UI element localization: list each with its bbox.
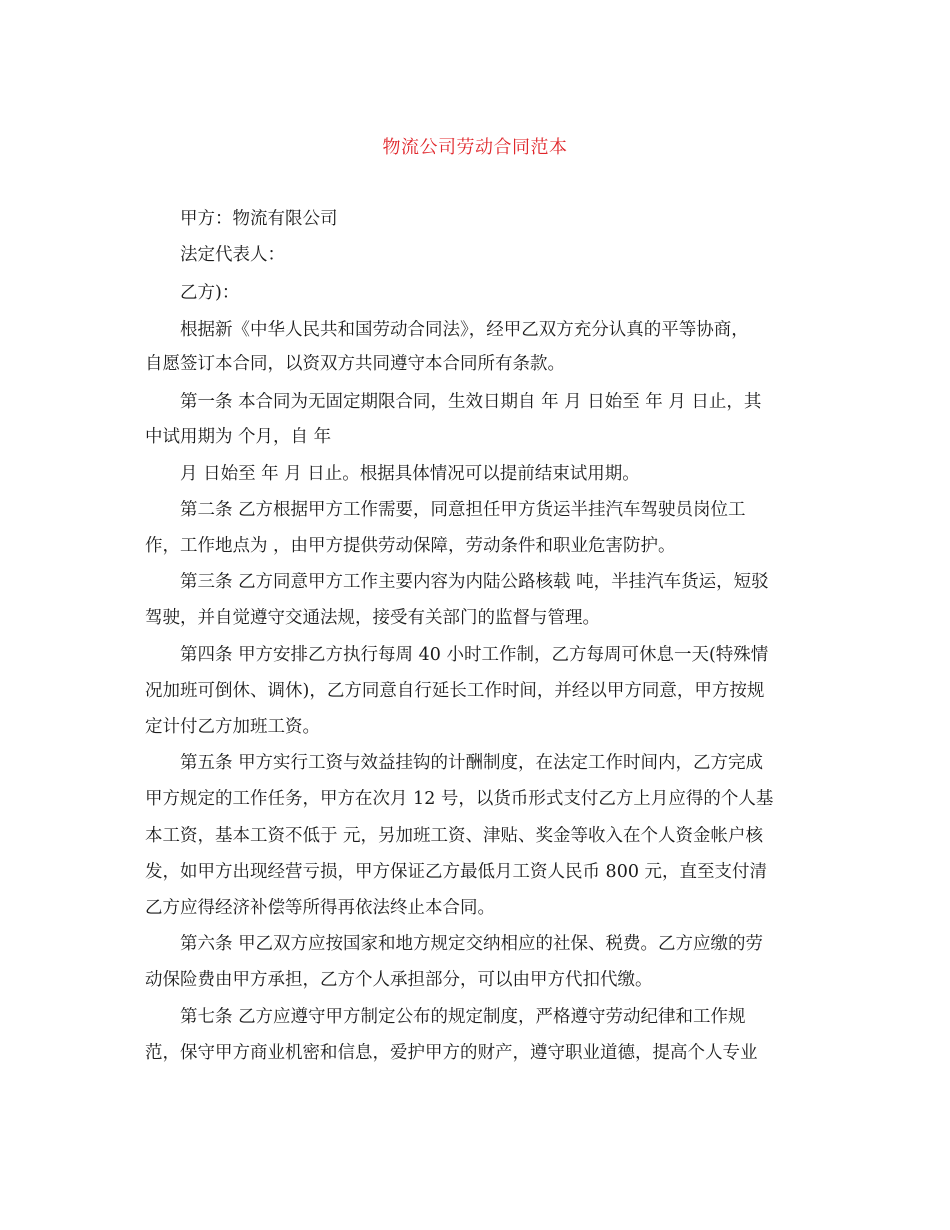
article-3-line: 第三条 乙方同意甲方工作主要内容为内陆公路核载 吨，半挂汽车货运，短驳 (180, 572, 769, 592)
preamble-line: 根据新《中华人民共和国劳动合同法》，经甲乙双方充分认真的平等协商， (180, 320, 749, 340)
article-5-line: 发，如甲方出现经营亏损，甲方保证乙方最低月工资人民币 800 元，直至支付清 (145, 862, 768, 882)
article-2-line: 第二条 乙方根据甲方工作需要，同意担任甲方货运半挂汽车驾驶员岗位工 (180, 500, 746, 520)
article-7-line: 第七条 乙方应遵守甲方制定公布的规定制度，严格遵守劳动纪律和工作规 (180, 1007, 746, 1027)
legal-representative-line: 法定代表人： (180, 245, 285, 265)
preamble-line: 自愿签订本合同，以资双方共同遵守本合同所有条款。 (145, 354, 565, 374)
document-title: 物流公司劳动合同范本 (382, 137, 568, 158)
party-b-line: 乙方)： (180, 283, 240, 303)
article-3-line: 驾驶，并自觉遵守交通法规，接受有关部门的监督与管理。 (145, 608, 600, 628)
article-5-line: 甲方规定的工作任务，甲方在次月 12 号，以货币形式支付乙方上月应得的个人基 (145, 789, 774, 809)
article-5-line: 乙方应得经济补偿等所得再依法终止本合同。 (145, 898, 495, 918)
article-2-line: 作，工作地点为 ，由甲方提供劳动保障，劳动条件和职业危害防护。 (145, 536, 676, 556)
article-1-line: 月 日始至 年 月 日止。根据具体情况可以提前结束试用期。 (180, 464, 640, 484)
article-5-line: 第五条 甲方实行工资与效益挂钩的计酬制度，在法定工作时间内，乙方完成 (180, 753, 764, 773)
article-6-line: 动保险费由甲方承担，乙方个人承担部分，可以由甲方代扣代缴。 (145, 970, 653, 990)
article-7-line: 范，保守甲方商业机密和信息，爱护甲方的财产，遵守职业道德，提高个人专业 (145, 1043, 758, 1063)
article-4-line: 第四条 甲方安排乙方执行每周 40 小时工作制，乙方每周可休息一天(特殊情 (180, 645, 769, 665)
article-5-line: 本工资，基本工资不低于 元，另加班工资、津贴、奖金等收入在个人资金帐户核 (145, 826, 764, 846)
party-a-line: 甲方：物流有限公司 (180, 209, 338, 229)
article-1-line: 中试用期为 个月，自 年 (145, 427, 332, 447)
article-6-line: 第六条 甲乙双方应按国家和地方规定交纳相应的社保、税费。乙方应缴的劳 (180, 934, 764, 954)
article-4-line: 况加班可倒休、调休)，乙方同意自行延长工作时间，并经以甲方同意，甲方按规 (145, 681, 765, 701)
article-4-line: 定计付乙方加班工资。 (145, 717, 320, 737)
article-1-line: 第一条 本合同为无固定期限合同，生效日期自 年 月 日始至 年 月 日止，其 (180, 392, 762, 412)
